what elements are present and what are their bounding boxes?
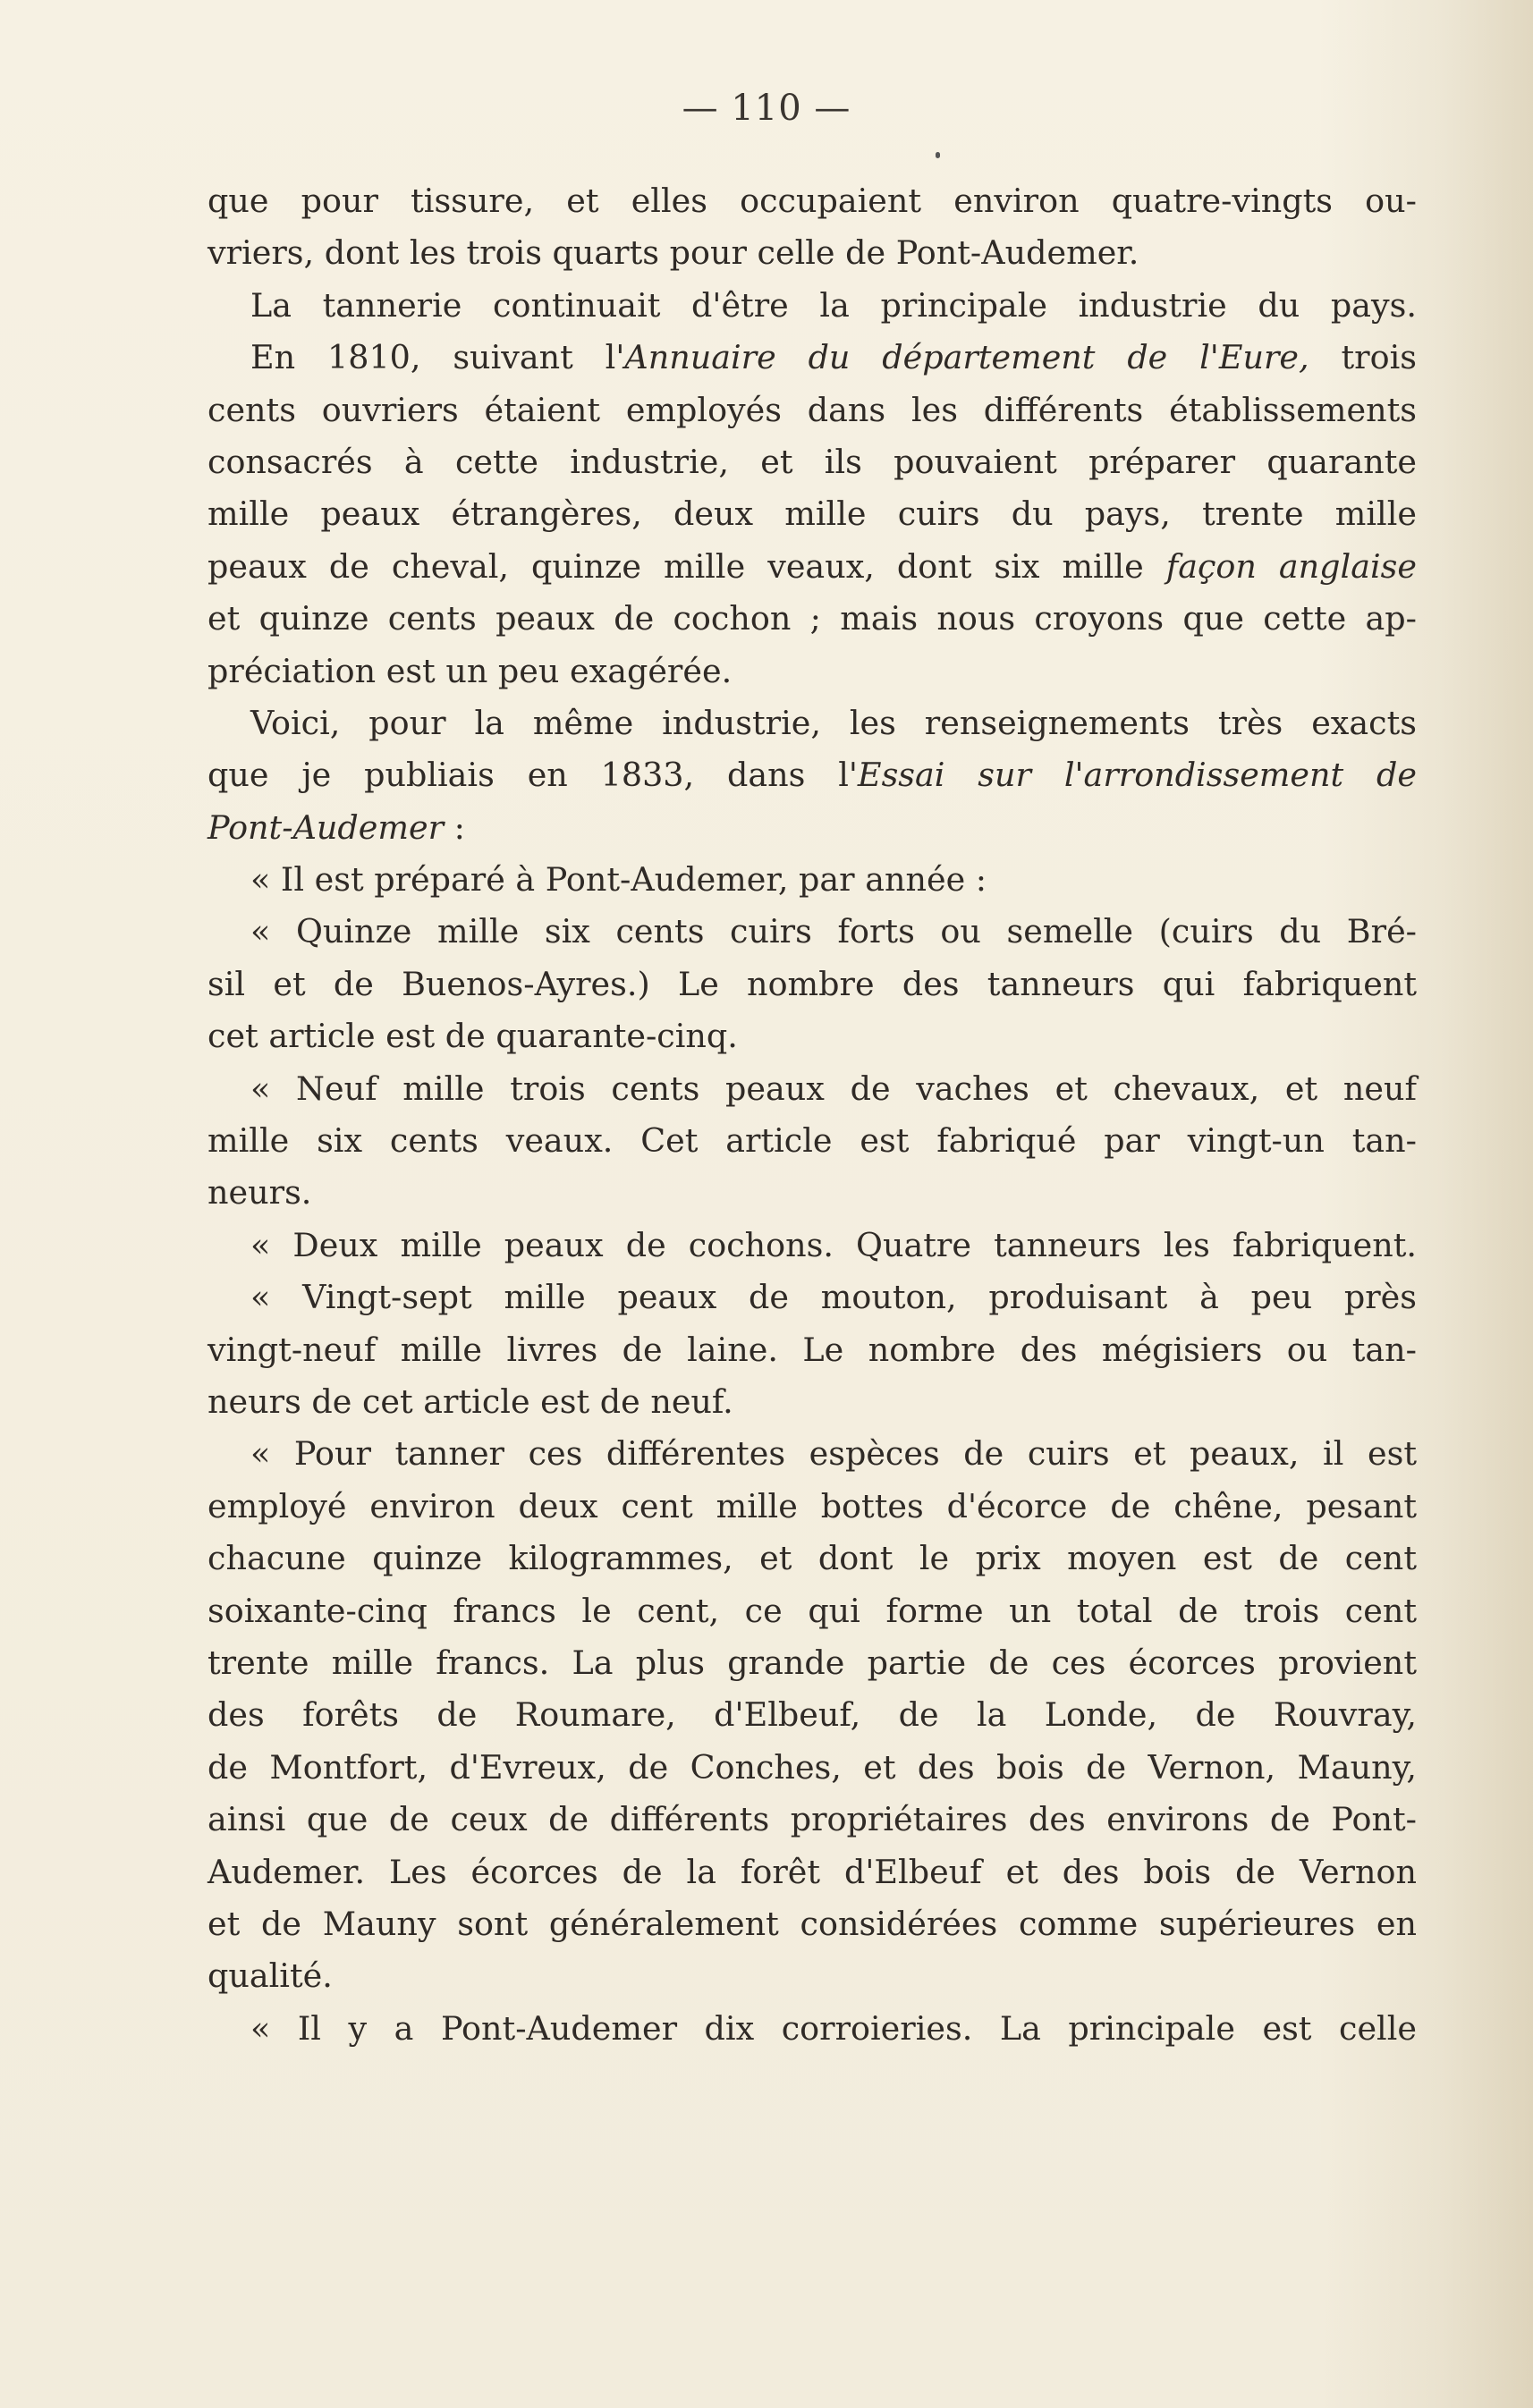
- text-line: de Montfort, d'Evreux, de Conches, et des bois de Vernon, Mauny,: [208, 1747, 1417, 1787]
- line-segment: peaux de cheval, quinze mille veaux, dont six mille: [208, 546, 1166, 586]
- paragraph-line: « Il est préparé à Pont-Audemer, par année :: [250, 860, 987, 900]
- paragraph-line: La tannerie continuait d'être la principale industrie du pays.: [250, 285, 1417, 325]
- italic-phrase: façon anglaise: [1165, 546, 1417, 586]
- text-line: consacrés à cette industrie, et ils pouvaient préparer quarante: [208, 442, 1417, 481]
- paragraph-line: [208, 332, 1417, 384]
- text-line: et de Mauny sont généralement considérées comme supérieures en: [208, 1904, 1417, 1943]
- text-line: ainsi que de ceux de différents propriétaires des environs de Pont-: [208, 1800, 1417, 1839]
- line-segment: trois: [1309, 338, 1417, 377]
- text-line: qualité.: [208, 1956, 333, 1996]
- text-line: employé environ deux cent mille bottes d'écorce de chêne, pesant: [208, 1486, 1417, 1525]
- italic-title: Essai sur l'arrondissement de: [857, 756, 1417, 795]
- italic-title: Annuaire du département de l'Eure,: [624, 338, 1309, 377]
- text-line: des forêts de Roumare, d'Elbeuf, de la Londe, de Rouvray,: [208, 1695, 1417, 1735]
- text-line: Audemer. Les écorces de la forêt d'Elbeuf et des bois de Vernon: [208, 1852, 1417, 1891]
- text-line: chacune quinze kilogrammes, et dont le prix moyen est de cent: [208, 1539, 1417, 1578]
- paragraph-line: Voici, pour la même industrie, les renseignements très exacts: [250, 703, 1417, 742]
- paragraph-line: « Quinze mille six cents cuirs forts ou semelle (cuirs du Bré-: [250, 912, 1417, 951]
- paragraph-line: « Pour tanner ces différentes espèces de cuirs et peaux, il est: [250, 1434, 1417, 1474]
- ink-speck: [936, 152, 940, 158]
- text-line: mille peaux étrangères, deux mille cuirs du pays, trente mille: [208, 494, 1417, 534]
- text-line: [208, 749, 1417, 801]
- text-line: vriers, dont les trois quarts pour celle de Pont-Audemer.: [208, 233, 1139, 273]
- paragraph-line: « Il y a Pont-Audemer dix corroieries. La principale est celle: [250, 2008, 1417, 2048]
- text-line: [208, 541, 1417, 593]
- body-text: [208, 175, 1417, 2055]
- text-line: neurs.: [208, 1173, 312, 1212]
- text-line: sil et de Buenos-Ayres.) Le nombre des tanneurs qui fabriquent: [208, 964, 1417, 1003]
- paragraph-line: « Vingt-sept mille peaux de mouton, produisant à peu près: [250, 1278, 1417, 1317]
- italic-title: Pont-Audemer: [208, 807, 445, 847]
- text-line: préciation est un peu exagérée.: [208, 651, 733, 690]
- text-line: trente mille francs. La plus grande partie de ces écorces provient: [208, 1643, 1417, 1682]
- page-number: — 110 —: [682, 88, 851, 129]
- line-segment: que je publiais en 1833, dans l': [208, 756, 858, 795]
- text-line: et quinze cents peaux de cochon ; mais nous croyons que cette ap-: [208, 599, 1417, 638]
- text-line: [208, 802, 1417, 854]
- line-segment: En 1810, suivant l': [250, 338, 625, 377]
- paragraph-line: « Neuf mille trois cents peaux de vaches et chevaux, et neuf: [250, 1069, 1417, 1108]
- line-segment: :: [444, 807, 465, 847]
- text-line: mille six cents veaux. Cet article est fabriqué par vingt-un tan-: [208, 1121, 1417, 1161]
- text-line: cents ouvriers étaient employés dans les différents établissements: [208, 390, 1417, 429]
- text-line: cet article est de quarante-cinq.: [208, 1017, 738, 1056]
- paragraph-line: « Deux mille peaux de cochons. Quatre tanneurs les fabriquent.: [250, 1225, 1417, 1264]
- text-line: que pour tissure, et elles occupaient environ quatre-vingts ou-: [208, 182, 1417, 220]
- text-line: vingt-neuf mille livres de laine. Le nombre des mégisiers ou tan-: [208, 1330, 1417, 1369]
- text-line: soixante-cinq francs le cent, ce qui forme un total de trois cent: [208, 1591, 1417, 1630]
- text-line: neurs de cet article est de neuf.: [208, 1381, 733, 1421]
